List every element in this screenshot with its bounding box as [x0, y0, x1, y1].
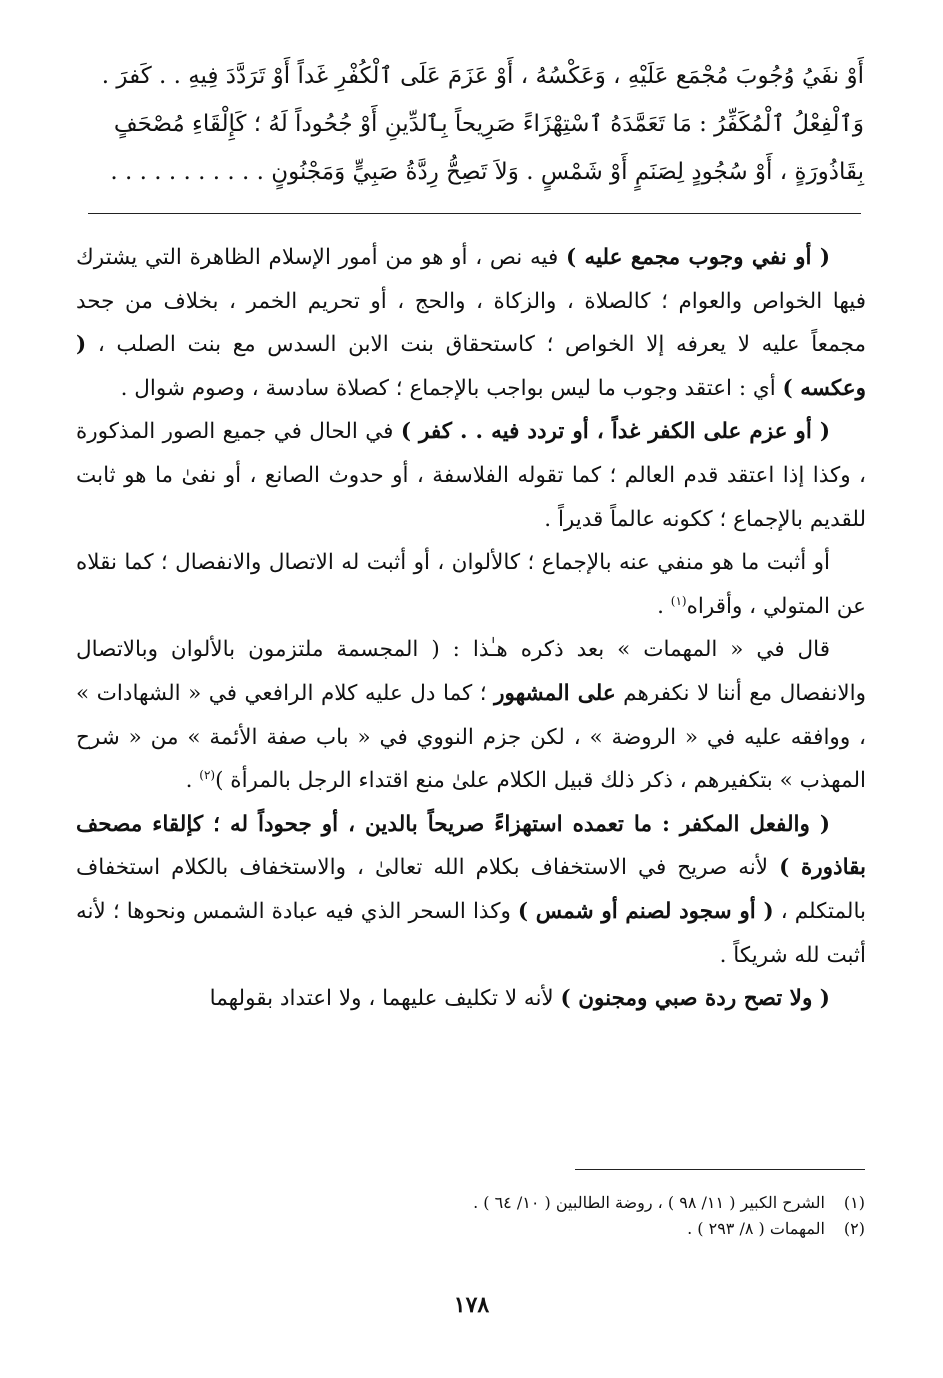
quoted-matn: ( وعكسه ): [76, 332, 866, 401]
footnotes: [165, 1190, 865, 1242]
commentary-paragraph: [76, 236, 866, 410]
commentary-run: ؛ كما دل عليه كلام الرافعي في « الشهادات » ، ووافقه عليه في « الروضة » ، لكن جزم النووي في « باب صفة الأئمة » من « شرح المهذب » بتكفيرهم ، ذكر ذلك قبيل الكلام علىٰ منع اقتداء الرجل بالمرأة ): [76, 680, 866, 794]
matn-divider: [88, 213, 861, 214]
matn-line: أَوْ نفَيُ وُجُوبَ مُجْمَع عَلَيْهِ ، وَعَكْسُهُ ، أَوْ عَزَمَ عَلَى ٱلْكُفْرِ غَداً أَوْ تَرَدَّدَ فِيهِ . . كَفرَ .: [101, 63, 864, 89]
commentary-run: في الحال في جميع الصور المذكورة ، وكذا إذا اعتقد قدم العالم ؛ كما تقوله الفلاسفة ، أو حدوث الصانع ، أو نفىٰ ما هو ثابت للقديم بالإجماع ؛ ككونه عالماً قديراً .: [76, 419, 866, 532]
commentary-paragraph: [76, 410, 866, 541]
commentary-run: .: [185, 768, 200, 794]
commentary-paragraph: [76, 628, 866, 802]
quoted-matn: ( والفعل المكفر : ما تعمده استهزاءً صريحاً بالدين ، أو جحوداً له ؛ كإلقاء مصحف بقاذورة ): [76, 811, 866, 881]
page-number: ١٧٨: [453, 1292, 490, 1318]
quoted-matn: ( أو سجود لصنم أو شمس ): [517, 898, 774, 924]
quoted-matn: ( أو نفي وجوب مجمع عليه ): [565, 245, 830, 270]
commentary-run: فيه نص ، أو هو من أمور الإسلام الظاهرة التي يشترك فيها الخواص والعوام ؛ كالصلاة ، والزكاة ، والحج ، أو تحريم الخمر ، بخلاف من جحد مجمعاً عليه لا يعرفه إلا الخواص ؛ كاستحقاق بنت الابن السدس مع بنت الصلب ،: [76, 245, 866, 358]
footnote-number: (٢): [843, 1219, 865, 1238]
commentary-run: قال في « المهمات » بعد ذكره هـٰذا : ( المجسمة ملتزمون بالألوان وبالاتصال والانفصال مع أننا لا نكفرهم: [76, 637, 866, 706]
commentary-run: .: [657, 593, 671, 619]
commentary-run: أو أثبت ما هو منفي عنه بالإجماع ؛ كالألوان ، أو أثبت له الاتصال والانفصال ؛ كما نقلاه عن المتولي ، وأقراه: [76, 550, 866, 619]
commentary-text: [76, 236, 866, 1021]
footnote-ref[interactable]: (١): [670, 593, 687, 608]
bold-phrase: على المشهور: [494, 680, 616, 706]
matn-line: وَٱلْفِعْلُ ٱلْمُكَفِّرُ : مَا تَعَمَّدَهُ ٱسْتِهْزَاءً صَرِيحاً بِٱلدِّينِ أَوْ جُحُوداً لَهُ ؛ كَإِلْقَاءِ مُصْحَفٍ: [113, 111, 864, 137]
commentary-paragraph: [76, 977, 866, 1021]
quoted-matn: ( أو عزم على الكفر غداً ، أو تردد فيه . . كفر ): [400, 419, 830, 445]
commentary-run: لأنه صريح في الاستخفاف بكلام الله تعالىٰ ، والاستخفاف بالكلام استخفاف بالمتكلم ،: [76, 855, 867, 924]
quoted-matn: ( ولا تصح ردة صبي ومجنون ): [560, 986, 830, 1012]
commentary-run: وكذا السحر الذي فيه عبادة الشمس ونحوها ؛ لأنه أثبت لله شريكاً .: [76, 898, 866, 968]
commentary-run: أي : اعتقد وجوب ما ليس بواجب بالإجماع ؛ كصلاة سادسة ، وصوم شوال .: [120, 375, 783, 401]
matn-line: بِقَاذُورَةٍ ، أَوْ سُجُودٍ لِصَنَمٍ أَوْ شَمْسٍ . وَلاَ تَصِحُّ رِدَّةُ صَبِيٍّ وَمَجْنُونٍ . . . . . . . . . . .: [110, 159, 864, 185]
footnote-ref[interactable]: (٢): [199, 767, 216, 782]
commentary-paragraph: [76, 803, 866, 977]
footnote-text: الشرح الكبير ( ١١/ ٩٨ ) ، روضة الطالبين ( ١٠/ ٦٤ ) .: [473, 1193, 825, 1212]
commentary-run: لأنه لا تكليف عليهما ، ولا اعتداد بقولهما: [209, 986, 561, 1012]
matn-text: [80, 52, 864, 196]
commentary-paragraph: [76, 541, 866, 628]
footnote-text: المهمات ( ٨/ ٢٩٣ ) .: [687, 1219, 825, 1238]
footnote-divider: [575, 1169, 865, 1170]
footnote: [165, 1190, 865, 1216]
footnote: [165, 1216, 865, 1242]
footnote-number: (١): [843, 1193, 865, 1212]
